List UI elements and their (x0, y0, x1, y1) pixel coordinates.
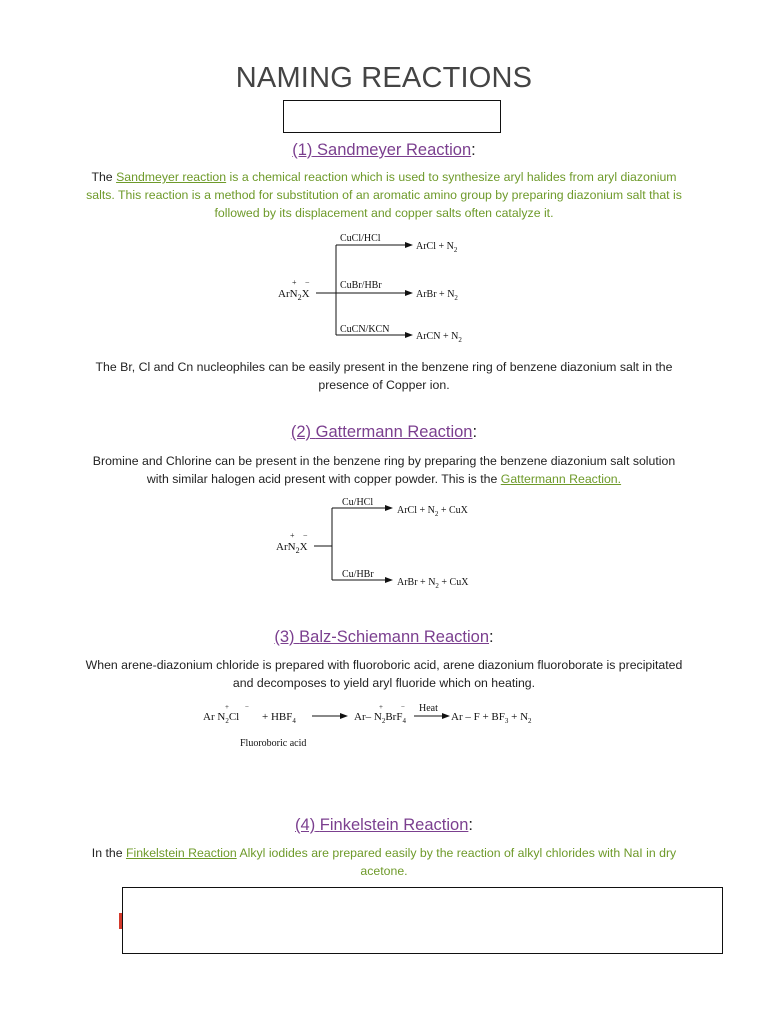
svg-text:+: + (290, 531, 295, 540)
svg-text:+: + (379, 703, 383, 711)
page-title: NAMING REACTIONS (235, 62, 533, 94)
branch-reagent: CuCl/HCl (340, 233, 381, 244)
scheme-intermediate: Ar– $N_2BrF_4$ (354, 711, 406, 725)
gattermann-paragraph: Bromine and Chlorine can be present in the benzene ring by preparing the benzene diazonium salt solution with similar halogen acid present with copper powder. This is the Gattermann Reaction. (92, 454, 676, 486)
branch-reagent: Cu/HBr (342, 569, 374, 580)
redaction-box-bottom (122, 887, 723, 954)
sandmeyer-paragraph: The Sandmeyer reaction is a chemical reaction which is used to synthesize aryl halides from aryl diazonium salts. This reaction is a method for substitution of an aromatic amino group by preparing diazonium salt that is followed by its displacement and copper salts often catalyze it. (86, 170, 682, 220)
gattermann-link[interactable]: Gattermann Reaction. (500, 472, 622, 486)
svg-text:−: − (305, 278, 310, 287)
finkelstein-paragraph: In the Finkelstein Reaction Alkyl iodides are prepared easily by the reaction of alkyl chlorides with NaI in dry acetone. (91, 846, 677, 878)
svg-text:+: + (225, 703, 229, 711)
section-heading-balz-schiemann: (3) Balz-Schiemann Reaction: (274, 628, 494, 646)
reagent-note: Fluoroboric acid (240, 738, 307, 749)
branch-reagent: CuBr/HBr (340, 280, 382, 291)
sandmeyer-scheme (270, 225, 500, 350)
branch-reagent: Cu/HCl (342, 497, 374, 508)
section-heading-gattermann: (2) Gattermann Reaction: (290, 423, 478, 441)
sandmeyer-note: The Br, Cl and Cn nucleophiles can be easily present in the benzene ring of benzene diazonium salt in the presence of Copper ion. (95, 360, 673, 392)
scheme-reactant: ArN$_2$X (276, 541, 308, 555)
finkelstein-link[interactable]: Finkelstein Reaction (125, 846, 237, 860)
branch-product: ArBr + $N_2$ (416, 289, 458, 302)
section-heading-sandmeyer: (1) Sandmeyer Reaction: (292, 141, 476, 159)
branch-product: ArCl + $N_2$ + CuX (397, 505, 468, 518)
svg-text:−: − (245, 703, 249, 711)
svg-text:−: − (401, 703, 405, 711)
branch-product: ArCl + $N_2$ (416, 241, 458, 254)
svg-text:+: + (292, 278, 297, 287)
branch-product: ArBr + $N_2$ + CuX (397, 577, 469, 590)
svg-text:−: − (303, 531, 308, 540)
scheme-reactant: ArN$_2$X (278, 288, 310, 302)
branch-reagent: CuCN/KCN (340, 324, 390, 335)
balz-schiemann-paragraph: When arene-diazonium chloride is prepared with fluoroboric acid, arene diazonium fluoroborate is precipitated and decomposes to yield aryl fluoride which on heating. (85, 658, 683, 690)
branch-product: ArCN + $N_2$ (416, 331, 462, 344)
scheme-product: $Ar - F + BF_3 + N_2$ (451, 711, 532, 725)
scheme-equation-left: Ar $N_2Cl$ (203, 711, 240, 725)
svg-text:+ HBF4: + $HBF_4$ (262, 711, 296, 725)
redaction-box-top (283, 100, 501, 133)
sandmeyer-link[interactable]: Sandmeyer reaction (116, 170, 227, 184)
gattermann-scheme (270, 492, 500, 592)
heat-label: Heat (419, 703, 438, 714)
section-heading-finkelstein: (4) Finkelstein Reaction: (295, 816, 473, 834)
balz-schiemann-scheme (200, 700, 545, 755)
